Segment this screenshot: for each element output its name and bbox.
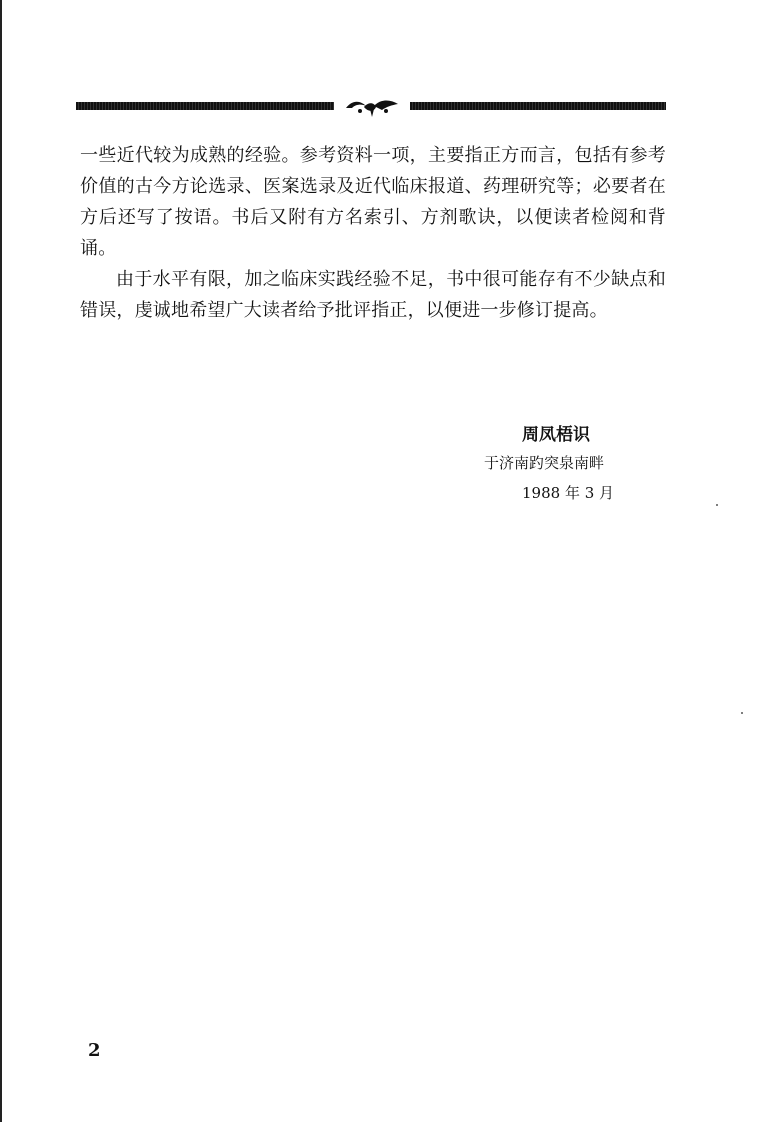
page-left-edge xyxy=(0,0,2,1122)
paragraph-modesty: 由于水平有限，加之临床实践经验不足，书中很可能存有不少缺点和错误，虔诚地希望广大读者给予批评指正，以便进一步修订提高。 xyxy=(80,269,666,321)
header-rule-left xyxy=(76,102,334,110)
header-rule xyxy=(76,96,666,116)
page-number: 2 xyxy=(88,1040,101,1061)
author-signature: 周凤梧识 xyxy=(522,425,590,445)
signature-place: 于济南趵突泉南畔 xyxy=(484,454,605,472)
header-rule-right xyxy=(410,102,666,110)
floral-ornament-icon xyxy=(342,96,404,118)
paragraph-continued: 一些近代较为成熟的经验。参考资料一项，主要指正方而言，包括有参考价值的古今方论选录、医案选录及近代临床报道、药理研究等；必要者在方后还写了按语。书后又附有方名索引、方剂歌诀，以便读者检阅和背诵。 xyxy=(80,145,666,259)
scan-speck xyxy=(716,504,718,506)
signature-date: 1988 年 3 月 xyxy=(522,484,615,502)
scan-speck xyxy=(741,712,743,714)
body-text xyxy=(80,140,666,326)
